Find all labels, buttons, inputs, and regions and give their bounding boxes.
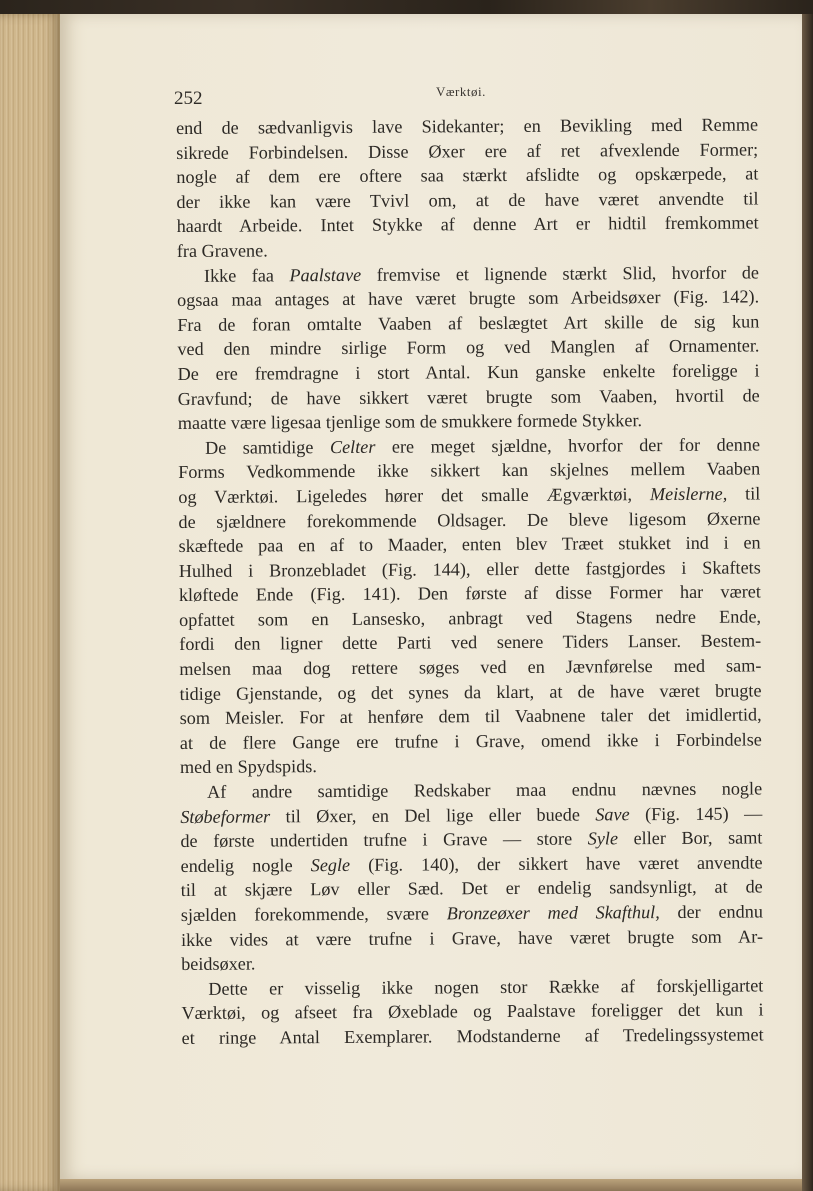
italic-term: Segle xyxy=(310,854,351,876)
page-number: 252 xyxy=(174,88,203,109)
book-page-stack-edge xyxy=(0,14,60,1191)
text-line xyxy=(180,801,762,829)
line-text: (Fig. 145) — xyxy=(629,803,763,824)
text-line xyxy=(181,998,763,1026)
line-text: tidige Gjenstande, og det synes da klart, at de have været brugte xyxy=(179,680,762,704)
scan-bottom-edge xyxy=(60,1179,802,1191)
text-line xyxy=(180,703,762,731)
text-line xyxy=(181,850,763,878)
text-line xyxy=(181,973,763,1001)
line-text: ere meget sjældne, hvorfor der for denne xyxy=(375,434,761,457)
line-text: (Fig. 140), der sikkert have været anvendte xyxy=(350,852,763,875)
line-text: melsen maa dog rettere søges ved en Jævnførelse med sam- xyxy=(179,655,762,680)
line-text: at de flere Gange ere trufne i Grave, omend ikke i Forbindelse xyxy=(179,729,762,753)
text-line xyxy=(182,1022,764,1050)
line-text: ogsaa maa antages at have været brugte som Arbeidsøxer (Fig. 142). xyxy=(177,286,760,311)
italic-term: Støbeformer xyxy=(180,806,271,827)
line-text: kløftede Ende (Fig. 141). Den første af disse Former har været xyxy=(178,581,761,606)
line-text: haardt Arbeide. Intet Stykke af denne Art er hidtil fremkommet xyxy=(176,212,759,237)
body-text xyxy=(176,112,764,1050)
line-text: De samtidige xyxy=(204,436,330,458)
line-text: beidsøxer. xyxy=(181,953,256,975)
text-line xyxy=(177,285,759,313)
line-text: de sjældnere forekommende Oldsager. De bleve ligesom Øxerne xyxy=(178,507,761,532)
text-line xyxy=(180,727,762,755)
text-line xyxy=(177,211,759,239)
line-text: Fra de foran omtalte Vaaben af beslægtet Art skille de sig kun xyxy=(177,311,760,335)
text-line xyxy=(177,260,759,288)
line-text: Ikke faa xyxy=(203,264,290,286)
text-line xyxy=(179,653,761,681)
line-text: fordi den ligner dette Parti ved senere Tiders Lanser. Bestem- xyxy=(179,630,762,655)
line-text: ved den mindre sirlige Form og ved Manglen af Ornamenter. xyxy=(177,335,760,360)
line-text: skæftede paa en af to Maader, enten blev Træet stukket ind i en xyxy=(178,532,761,557)
text-line xyxy=(179,604,761,632)
line-text: eller Bor, samt xyxy=(617,827,763,849)
line-text: med en Spydspids. xyxy=(179,756,317,778)
text-line xyxy=(179,678,761,706)
line-text: Dette er visselig ikke nogen stor Række af forskjelligartet xyxy=(208,975,764,999)
text-line xyxy=(177,334,759,362)
italic-term: Paalstave xyxy=(289,264,362,285)
line-text: maatte være ligesaa tjenlige som de smukkere formede Stykker. xyxy=(177,410,643,434)
line-text: som Meisler. For at henføre dem til Vaabnene taler det imidlertid, xyxy=(179,704,762,729)
text-line xyxy=(181,949,763,977)
text-line xyxy=(176,162,758,190)
line-text: til Øxer, en Del lige eller buede xyxy=(270,804,596,827)
text-line xyxy=(180,752,762,780)
line-text: opfattet som en Lansesko, anbragt ved Stagens nedre Ende, xyxy=(179,606,762,630)
scan-right-edge xyxy=(802,14,813,1191)
line-text: de første undertiden trufne i Grave — store xyxy=(180,828,588,852)
line-text: Af andre samtidige Redskaber maa endnu nævnes nogle xyxy=(207,778,763,802)
line-text: end de sædvanligvis lave Sidekanter; en Bevikling med Remme xyxy=(176,114,759,138)
line-text: der endnu xyxy=(659,901,763,923)
text-line xyxy=(179,555,761,583)
scan-top-edge xyxy=(0,0,813,14)
line-text: Hulhed i Bronzebladet (Fig. 144), eller dette fastgjordes i Skaftets xyxy=(178,557,761,581)
text-line xyxy=(180,776,762,804)
text-line xyxy=(176,137,758,165)
text-line xyxy=(181,899,763,927)
text-line xyxy=(176,112,758,140)
line-text: Forms Vedkommende ikke sikkert kan skjelnes mellem Vaaben xyxy=(178,458,761,483)
line-text: nogle af dem ere oftere saa stærkt afslidte og opskærpede, at xyxy=(176,163,759,188)
line-text: et ringe Antal Exemplarer. Modstanderne af Tredelingssystemet xyxy=(181,1024,764,1048)
running-title: Værktøi. xyxy=(436,84,486,99)
italic-term: Meislerne, xyxy=(649,483,728,505)
text-line xyxy=(177,309,759,337)
text-line xyxy=(181,924,763,952)
italic-term: Celter xyxy=(329,436,376,457)
line-text: der ikke kan være Tvivl om, at de have været anvendte til xyxy=(176,188,759,212)
text-line xyxy=(178,457,760,485)
line-text: og Værktøi. Ligeledes hører det smalle Ægværktøi, xyxy=(178,484,651,507)
text-line xyxy=(180,826,762,854)
italic-term: Save xyxy=(595,803,630,825)
line-text: Værktøi, og afseet fra Øxeblade og Paalstave foreligger det kun i xyxy=(181,999,764,1024)
line-text: endelig nogle xyxy=(180,855,311,876)
line-text: ikke vides at være trufne i Grave, have været brugte som Ar- xyxy=(180,926,764,950)
italic-term: Bronzeøxer med Skafthul, xyxy=(446,902,660,924)
line-text: fremvise et lignende stærkt Slid, hvorfor de xyxy=(361,262,760,285)
text-line xyxy=(178,481,760,509)
text-line xyxy=(177,235,759,263)
line-text: til xyxy=(727,483,761,504)
text-line xyxy=(179,580,761,608)
text-line xyxy=(181,875,763,903)
line-text: De ere fremdragne i stort Antal. Kun ganske enkelte foreligge i xyxy=(177,360,760,384)
line-text: sjælden forekommende, svære xyxy=(180,903,447,925)
text-line xyxy=(179,531,761,559)
page-header xyxy=(116,78,756,108)
text-line xyxy=(178,506,760,534)
text-line xyxy=(178,383,760,411)
text-line xyxy=(176,186,758,214)
line-text: Gravfund; de have sikkert været brugte som Vaaben, hvortil de xyxy=(177,384,760,409)
text-line xyxy=(178,408,760,436)
line-text: til at skjære Løv eller Sæd. Det er endelig sandsynligt, at de xyxy=(180,876,763,901)
text-line xyxy=(178,358,760,386)
text-line xyxy=(178,432,760,460)
italic-term: Syle xyxy=(587,828,619,849)
text-line xyxy=(179,629,761,657)
line-text: sikrede Forbindelsen. Disse Øxer ere af ret afvexlende Former; xyxy=(176,139,759,163)
line-text: fra Gravene. xyxy=(176,240,268,261)
